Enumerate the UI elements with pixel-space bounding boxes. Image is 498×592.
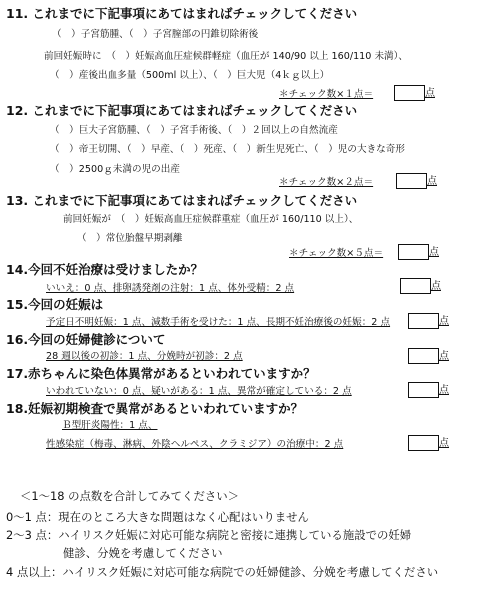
q12-score-label: ＊チェック数×２点＝ xyxy=(279,177,374,188)
q12-line-2: （ ）帝王切開、（ ）早産、（ ）死産、（ ）新生児死亡、（ ）児の大きな奇形 xyxy=(50,144,405,155)
q12-line-1: （ ）巨大子宮筋腫、（ ）子宮手術後、（ ）２回以上の自然流産 xyxy=(50,125,338,136)
q15-title: 15.今回の妊娠は xyxy=(6,297,104,312)
q11-title: 11. これまでに下記事項にあてはまればチェックしてください xyxy=(6,6,358,21)
q13-unit: 点 xyxy=(429,247,439,258)
q13-line-1: 前回妊娠が （ ）妊娠高血圧症候群重症（血圧が 160/110 以上）、 xyxy=(63,214,359,225)
q13-line-2: （ ）常位胎盤早期剥離 xyxy=(77,233,183,244)
result-0-1: 0〜1 点：現在のところ大きな問題はなく心配はいりません xyxy=(6,510,309,524)
q16-score-box[interactable] xyxy=(408,348,439,364)
result-2-3-cont: 健診、分娩を考慮してください xyxy=(63,546,223,560)
result-2-3: 2〜3 点：ハイリスク妊娠に対応可能な病院と密接に連携している施設での妊婦 xyxy=(6,528,412,542)
q11-score-label: ＊チェック数×１点＝ xyxy=(279,89,374,100)
q18-title: 18.妊娠初期検査で異常があるといわれていますか？ xyxy=(6,401,304,416)
q13-score-box[interactable] xyxy=(398,244,429,260)
total-heading: ＜1〜18 の点数を合計してみてください＞ xyxy=(20,489,240,503)
q14-unit: 点 xyxy=(431,281,441,292)
q17-score-box[interactable] xyxy=(408,382,439,398)
q18-detail-1: Ｂ型肝炎陽性：1 点、 xyxy=(62,420,158,431)
q16-detail: 28 週以後の初診：1 点、分娩時が初診：2 点 xyxy=(46,351,243,362)
q15-score-box[interactable] xyxy=(408,313,439,329)
q14-score-box[interactable] xyxy=(400,278,431,294)
q12-title: 12. これまでに下記事項にあてはまればチェックしてください xyxy=(6,103,358,118)
q13-title: 13. これまでに下記事項にあてはまればチェックしてください xyxy=(6,193,358,208)
q11-score-box[interactable] xyxy=(394,85,425,101)
q15-unit: 点 xyxy=(439,316,449,327)
q11-line-3: （ ）産後出血多量（500ml 以上）、（ ）巨大児（4ｋｇ以上） xyxy=(50,70,330,81)
q18-score-box[interactable] xyxy=(408,435,439,451)
q11-line-1: （ ）子宮筋腫、（ ）子宮膣部の円錐切除術後 xyxy=(52,29,259,40)
q17-title: 17.赤ちゃんに染色体異常があるといわれていますか？ xyxy=(6,366,316,381)
q15-detail: 予定日不明妊娠：1 点、減数手術を受けた：1 点、長期不妊治療後の妊娠：2 点 xyxy=(46,317,391,328)
q13-score-label: ＊チェック数×５点＝ xyxy=(289,248,384,259)
q11-line-2: 前回妊娠時に （ ）妊娠高血圧症候群軽症（血圧が 140/90 以上 160/110 未満）、 xyxy=(44,51,409,62)
q14-detail: いいえ：0 点、排卵誘発剤の注射：1 点、体外受精：2 点 xyxy=(46,283,295,294)
q11-unit: 点 xyxy=(425,88,435,99)
q16-unit: 点 xyxy=(439,351,449,362)
q12-score-box[interactable] xyxy=(396,173,427,189)
q12-line-3: （ ）2500ｇ未満の児の出産 xyxy=(50,164,180,175)
q12-unit: 点 xyxy=(427,176,437,187)
result-4-plus: 4 点以上：ハイリスク妊娠に対応可能な病院での妊婦健診、分娩を考慮してください xyxy=(6,565,439,579)
q17-unit: 点 xyxy=(439,385,449,396)
q14-title: 14.今回不妊治療は受けましたか？ xyxy=(6,262,204,277)
q18-detail-2: 性感染症（梅毒、淋病、外陰ヘルペス、クラミジア）の治療中：2 点 xyxy=(46,439,344,450)
q17-detail: いわれていない：0 点、疑いがある：1 点、異常が確定している：2 点 xyxy=(46,386,352,397)
q16-title: 16.今回の妊婦健診について xyxy=(6,332,166,347)
q18-unit: 点 xyxy=(439,438,449,449)
